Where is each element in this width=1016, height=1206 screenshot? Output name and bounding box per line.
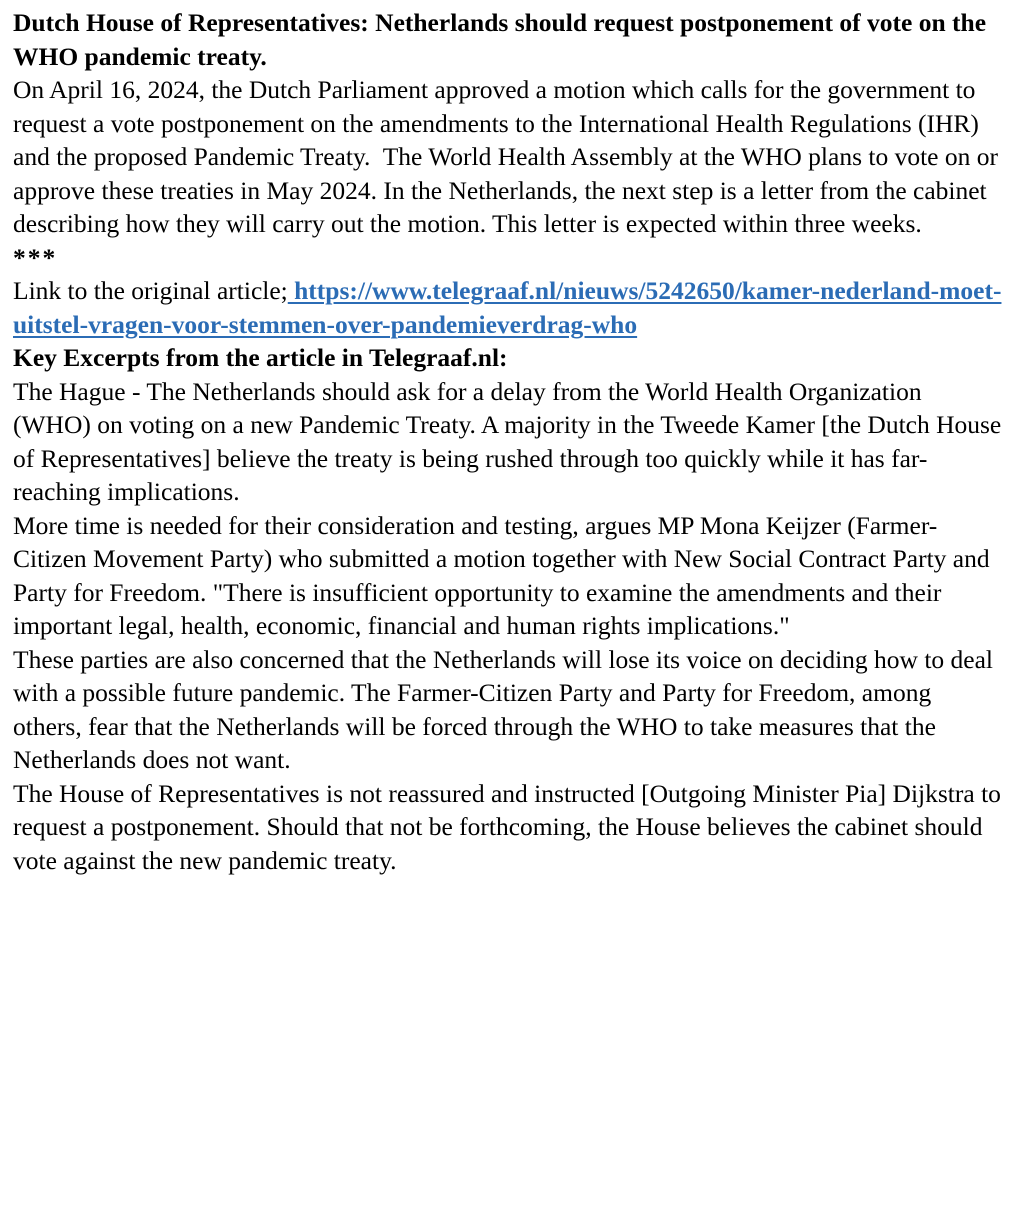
article-title: Dutch House of Representatives: Netherlands should request postponement of vote on the WHO pandemic treaty.	[13, 8, 992, 71]
excerpt-paragraph-1: The Hague - The Netherlands should ask for a delay from the World Health Organization (WHO) on voting on a new Pandemic Treaty. A majority in the Tweede Kamer [the Dutch House of Representatives] believe the treaty is being rushed through too quickly while it has far-reaching implications.	[13, 376, 1008, 506]
source-link-line	[13, 274, 1002, 341]
excerpt-paragraph-3: These parties are also concerned that the Netherlands will lose its voice on deciding how to deal with a possible future pandemic. The Farmer-Citizen Party and Party for Freedom, among others, fear that the Netherlands will be forced through the WHO to take measures that the Netherlands does not want.	[13, 644, 1000, 774]
intro-paragraph: On April 16, 2024, the Dutch Parliament approved a motion which calls for the government to request a vote postponement on the amendments to the International Health Regulations (IHR) and the proposed Pandemic Treaty. The World Health Assembly at the WHO plans to vote on or approve these treaties in May 2024. In the Netherlands, the next step is a letter from the cabinet describing how they will carry out the motion. This letter is expected within three weeks.	[13, 75, 1005, 238]
excerpt-paragraph-4: The House of Representatives is not reassured and instructed [Outgoing Minister Pia] Dijkstra to request a postponement. Should that not be forthcoming, the House believes the cabinet should vote against the new pandemic treaty.	[13, 778, 1008, 875]
excerpts-heading: Key Excerpts from the article in Telegraaf.nl:	[13, 343, 508, 372]
section-separator: ***	[13, 242, 58, 272]
article-link[interactable]: https://www.telegraaf.nl/nieuws/5242650/kamer-nederland-moet-uitstel-vragen-voor-stemmen-over-pandemieverdrag-who	[13, 276, 1002, 339]
source-link-label: Link to the original article;	[13, 276, 288, 305]
excerpt-paragraph-2: More time is needed for their consideration and testing, argues MP Mona Keijzer (Farmer-Citizen Movement Party) who submitted a motion together with New Social Contract Party and Party for Freedom. "There is insufficient opportunity to examine the amendments and their important legal, health, economic, financial and human rights implications."	[13, 510, 996, 640]
